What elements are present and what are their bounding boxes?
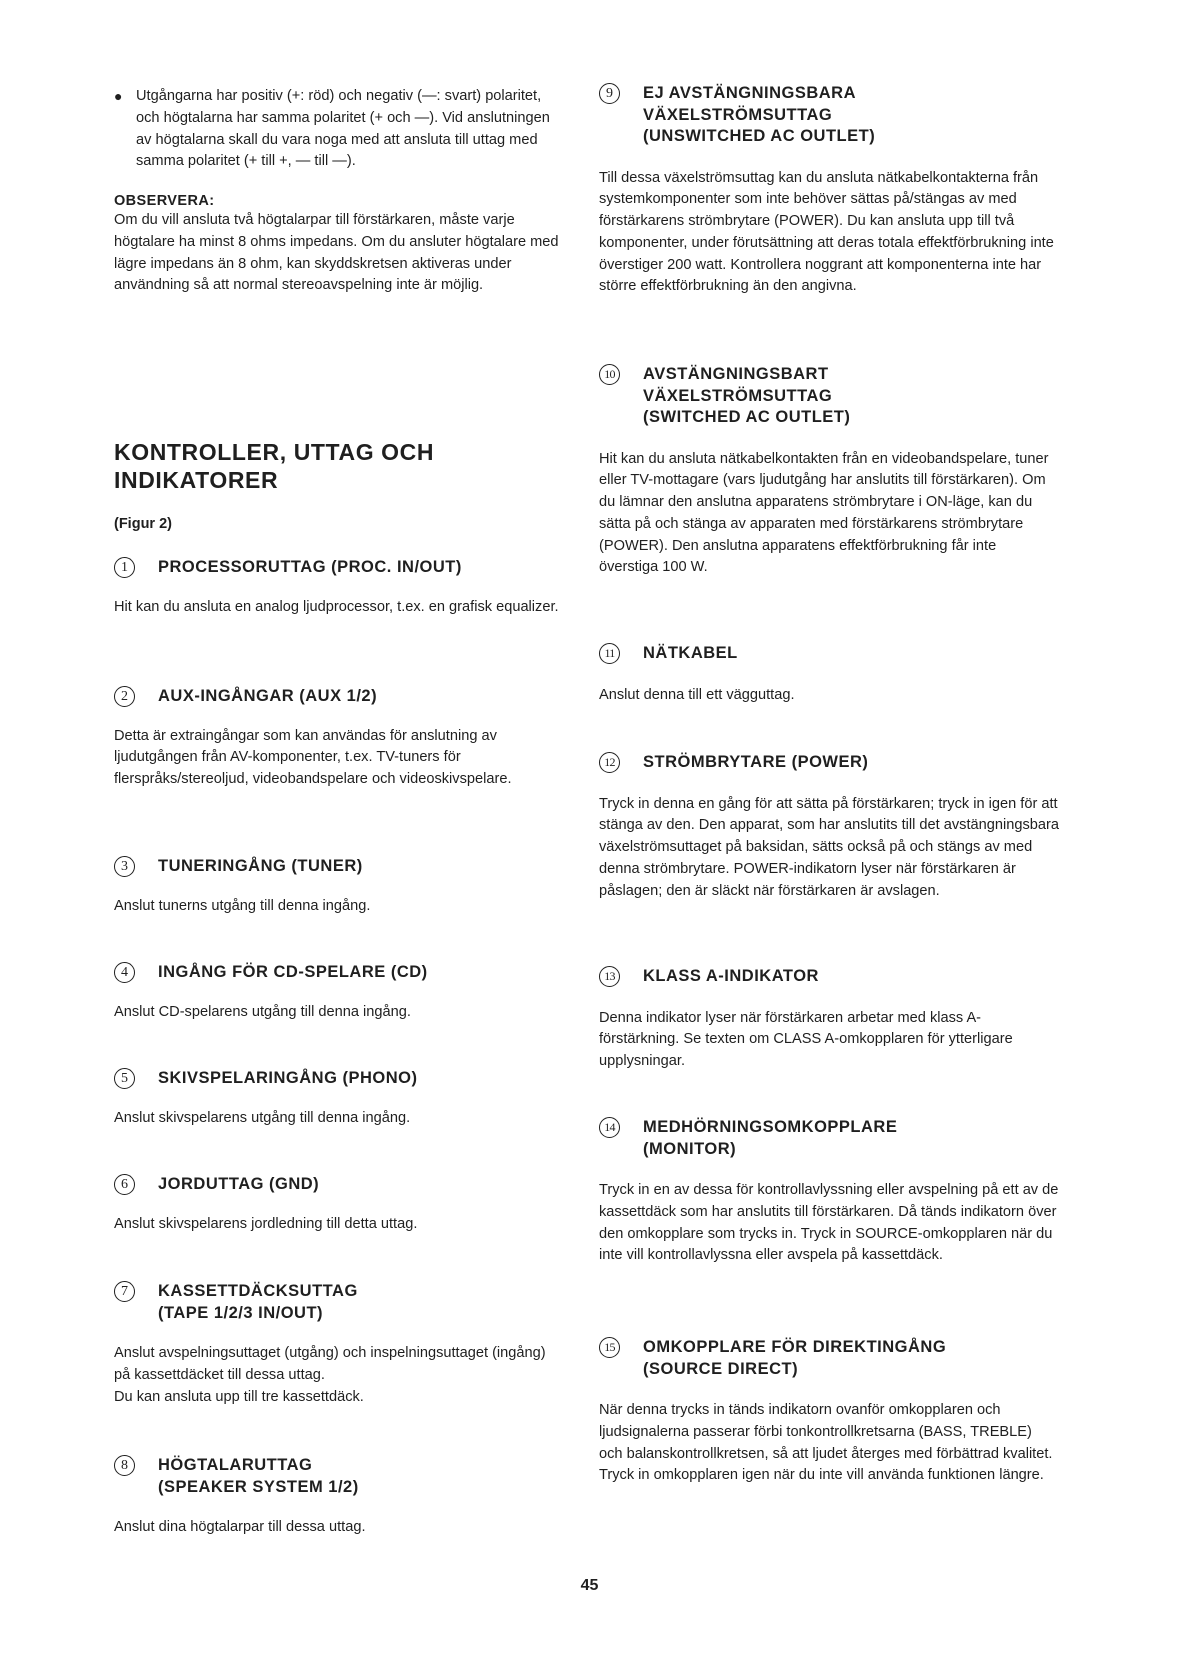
item-9 [599, 83, 1059, 298]
item-12-body: Tryck in denna en gång för att sätta på förstärkaren; tryck in igen för att stänga av den. Den apparat, som har anslutits till det avstängningsbara växelströmsuttaget på baksidan, sätts också på och stängs av med denna strömbrytare. POWER-indikatorn lyser när förstärkaren är påslagen; den är släckt när förstärkaren är avslagen. [599, 795, 1059, 899]
item-15-body: När denna trycks in tänds indikatorn ovanför omkopplaren och ljudsignalerna passerar förbi tonkontrollkretsarna (BASS, TREBLE) och balanskontrollkretsen, så att ljudet återges med förbättrad kvalitet. Tryck in omkopplaren igen när du inte vill använda funktionen längre. [599, 1402, 1053, 1484]
item-1-body: Hit kan du ansluta en analog ljudprocessor, t.ex. en grafisk equalizer. [114, 598, 559, 615]
item-12-title: STRÖMBRYTARE (POWER) [643, 753, 869, 771]
item-11-body: Anslut denna till ett vägguttag. [599, 686, 795, 703]
number-circle-icon: 1 [114, 557, 135, 578]
item-2-body: Detta är extraingångar som kan användas för anslutning av ljudutgången från AV-komponenter, t.ex. TV-tuners för flerspråks/stereoljud, videobandspelare och videoskivspelare. [114, 727, 512, 788]
item-6-title: JORDUTTAG (GND) [158, 1175, 320, 1193]
intro-bullet [114, 86, 564, 173]
item-1-title: PROCESSORUTTAG (PROC. IN/OUT) [158, 558, 462, 576]
item-4 [114, 962, 564, 1023]
item-8-title: HÖGTALARUTTAG (SPEAKER SYSTEM 1/2) [158, 1456, 359, 1496]
item-4-title: INGÅNG FÖR CD-SPELARE (CD) [158, 963, 428, 981]
item-13-title: KLASS A-INDIKATOR [643, 967, 819, 985]
section-title [114, 438, 564, 494]
number-circle-icon: 10 [599, 364, 620, 385]
number-circle-icon: 13 [599, 966, 620, 987]
item-14-title: MEDHÖRNINGSOMKOPPLARE (MONITOR) [643, 1118, 898, 1158]
figure-ref: (Figur 2) [114, 516, 172, 532]
number-circle-icon: 5 [114, 1068, 135, 1089]
number-circle-icon: 11 [599, 643, 620, 664]
item-7 [114, 1281, 564, 1408]
item-5-title: SKIVSPELARINGÅNG (PHONO) [158, 1069, 418, 1087]
item-6-body: Anslut skivspelarens jordledning till detta uttag. [114, 1215, 418, 1232]
item-3-title: TUNERINGÅNG (TUNER) [158, 857, 363, 875]
number-circle-icon: 14 [599, 1117, 620, 1138]
observera-note [114, 193, 564, 297]
item-11-title: NÄTKABEL [643, 644, 738, 662]
number-circle-icon: 9 [599, 83, 620, 104]
number-circle-icon: 8 [114, 1455, 135, 1476]
item-10-body: Hit kan du ansluta nätkabelkontakten från en videobandspelare, tuner eller TV-mottagare (vars ljudutgång har anslutits till förstärkaren). Om du lämnar den anslutna apparatens strömbrytare i ON-läge, kan du sätta på och stänga av apparaten med förstärkarens strömbrytare (POWER). Den anslutna apparatens effektförbrukning får inte överstiga 100 W. [599, 450, 1049, 576]
number-circle-icon: 12 [599, 752, 620, 773]
item-14 [599, 1117, 1059, 1267]
item-12 [599, 752, 1059, 902]
item-15 [599, 1337, 1059, 1487]
item-13-body: Denna indikator lyser när förstärkaren arbetar med klass A-förstärkning. Se texten om CLASS A-omkopplaren för ytterligare upplysningar. [599, 1009, 1013, 1070]
item-6 [114, 1174, 564, 1235]
item-4-body: Anslut CD-spelarens utgång till denna ingång. [114, 1003, 411, 1020]
item-7-body: Anslut avspelningsuttaget (utgång) och inspelningsuttaget (ingång) på kassettdäcket till dessa uttag. [114, 1345, 546, 1383]
number-circle-icon: 4 [114, 962, 135, 983]
item-3 [114, 856, 564, 917]
item-9-body: Till dessa växelströmsuttag kan du ansluta nätkabelkontakterna från systemkomponenter som inte behöver sättas på/stängas av med förstärkarens strömbrytare (POWER). Du kan ansluta upp till två komponenter, under förutsättning att deras totala effektförbrukning inte överstiger 200 watt. Kontrollera noggrant att komponenterna inte har större effektförbrukning än den angivna. [599, 169, 1054, 295]
item-11 [599, 643, 1059, 706]
page-number: 45 [580, 1577, 599, 1594]
item-14-body: Tryck in en av dessa för kontrollavlyssning eller avspelning på ett av de kassettdäck som har anslutits till förstärkaren. Då tänds indikatorn över den omkopplare som trycks in. Tryck in SOURCE-omkopplaren när du inte vill kontrollavlyssna eller avspela på kassettdäck. [599, 1182, 1059, 1264]
observera-body: Om du vill ansluta två högtalarpar till förstärkaren, måste varje högtalare ha minst 8 ohms impedans. Om du ansluter högtalare med lägre impedans än 8 ohm, kan skyddskretsen aktiveras under användning så att normal stereoavspelning inte är möjlig. [114, 212, 559, 294]
item-5 [114, 1068, 564, 1129]
item-7-title: KASSETTDÄCKSUTTAG (TAPE 1/2/3 IN/OUT) [158, 1282, 358, 1322]
item-2-title: AUX-INGÅNGAR (AUX 1/2) [158, 687, 378, 705]
number-circle-icon: 2 [114, 686, 135, 707]
intro-bullet-text: Utgångarna har positiv (+: röd) och negativ (—: svart) polaritet, och högtalarna har samma polaritet (+ och —). Vid anslutningen av högtalarna skall du vara noga med att ansluta till uttag med samma polaritet (+ till +, — till —). [136, 88, 550, 170]
bullet-icon: ● [114, 88, 123, 104]
item-15-title: OMKOPPLARE FÖR DIREKTINGÅNG (SOURCE DIRECT) [643, 1338, 947, 1378]
item-5-body: Anslut skivspelarens utgång till denna ingång. [114, 1109, 411, 1126]
section-title-line2: INDIKATORER [114, 467, 279, 493]
item-3-body: Anslut tunerns utgång till denna ingång. [114, 897, 371, 914]
item-10 [599, 364, 1059, 579]
item-8-body: Anslut dina högtalarpar till dessa uttag. [114, 1519, 366, 1535]
number-circle-icon: 7 [114, 1281, 135, 1302]
item-1 [114, 557, 564, 618]
item-10-title: AVSTÄNGNINGSBART VÄXELSTRÖMSUTTAG (SWITCHED AC OUTLET) [643, 365, 851, 426]
item-9-title: EJ AVSTÄNGNINGSBARA VÄXELSTRÖMSUTTAG (UNSWITCHED AC OUTLET) [643, 84, 876, 145]
number-circle-icon: 3 [114, 856, 135, 877]
item-8 [114, 1455, 564, 1539]
item-7-body-2: Du kan ansluta upp till tre kassettdäck. [114, 1388, 364, 1405]
observera-title: OBSERVERA: [114, 193, 215, 209]
item-13 [599, 966, 1059, 1073]
number-circle-icon: 6 [114, 1174, 135, 1195]
section-title-line1: KONTROLLER, UTTAG OCH [114, 439, 435, 465]
number-circle-icon: 15 [599, 1337, 620, 1358]
item-2 [114, 686, 564, 791]
